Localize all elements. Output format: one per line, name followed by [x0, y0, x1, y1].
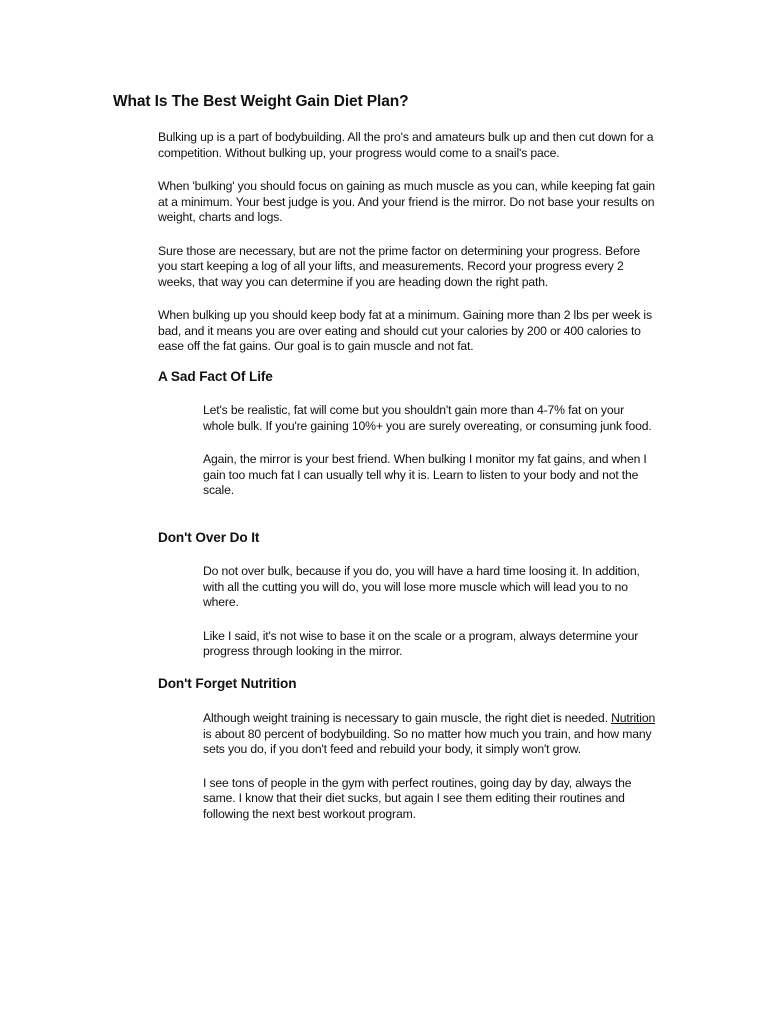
intro-section	[158, 130, 658, 373]
intro-paragraph: Sure those are necessary, but are not the prime factor on determining your progress. Before you start keeping a log of all your lifts, and measurements. Record your progress every 2 weeks, that way you can determine if you are heading down the right path.	[158, 243, 641, 289]
section-paragraph: I see tons of people in the gym with perfect routines, going day by day, always the same. I know that their diet sucks, but again I see them editing their routines and following the next best workout program.	[203, 775, 632, 821]
section-paragraph: Like I said, it's not wise to base it on the scale or a program, always determine your progress through looking in the mirror.	[203, 628, 639, 658]
section-paragraph: Let's be realistic, fat will come but you shouldn't gain more than 4-7% fat on your whole bulk. If you're gaining 10%+ you are surely overeating, or consuming junk food.	[203, 403, 652, 433]
section-heading-over-do: Don't Over Do It	[158, 530, 260, 545]
section-heading-sad-fact: A Sad Fact Of Life	[158, 369, 273, 384]
section-paragraph-lead: Although weight training is necessary to gain muscle, the right diet is needed.	[203, 711, 608, 725]
section-heading-nutrition: Don't Forget Nutrition	[158, 676, 297, 691]
section-paragraph-rest: is about 80 percent of bodybuilding. So no matter how much you train, and how many sets you do, if you don't feed and rebuild your body, it simply won't grow.	[203, 726, 652, 756]
section-sad-fact	[203, 403, 658, 517]
intro-paragraph: Bulking up is a part of bodybuilding. All the pro's and amateurs bulk up and then cut down for a competition. Without bulking up, your progress would come to a snail's pace.	[158, 130, 654, 160]
nutrition-link[interactable]: Nutrition	[611, 711, 656, 725]
section-over-do	[203, 564, 658, 678]
intro-paragraph: When bulking up you should keep body fat at a minimum. Gaining more than 2 lbs per week is bad, and it means you are over eating and should cut your calories by 200 or 400 calories to ease off the fat gains. Our goal is to gain muscle and not fat.	[158, 308, 652, 353]
section-paragraph	[203, 711, 658, 758]
section-paragraph: Do not over bulk, because if you do, you will have a hard time loosing it. In addition, with all the cutting you will do, you will lose more muscle which will lead you to no where.	[203, 564, 640, 609]
intro-paragraph: When 'bulking' you should focus on gaining as much muscle as you can, while keeping fat gain at a minimum. Your best judge is you. And your friend is the mirror. Do not base your results on weight, charts and logs.	[158, 179, 655, 224]
document-title: What Is The Best Weight Gain Diet Plan?	[113, 93, 409, 110]
section-nutrition	[203, 711, 658, 840]
section-paragraph: Again, the mirror is your best friend. When bulking I monitor my fat gains, and when I gain too much fat I can usually tell why it is. Learn to listen to your body and not the scale.	[203, 452, 647, 497]
